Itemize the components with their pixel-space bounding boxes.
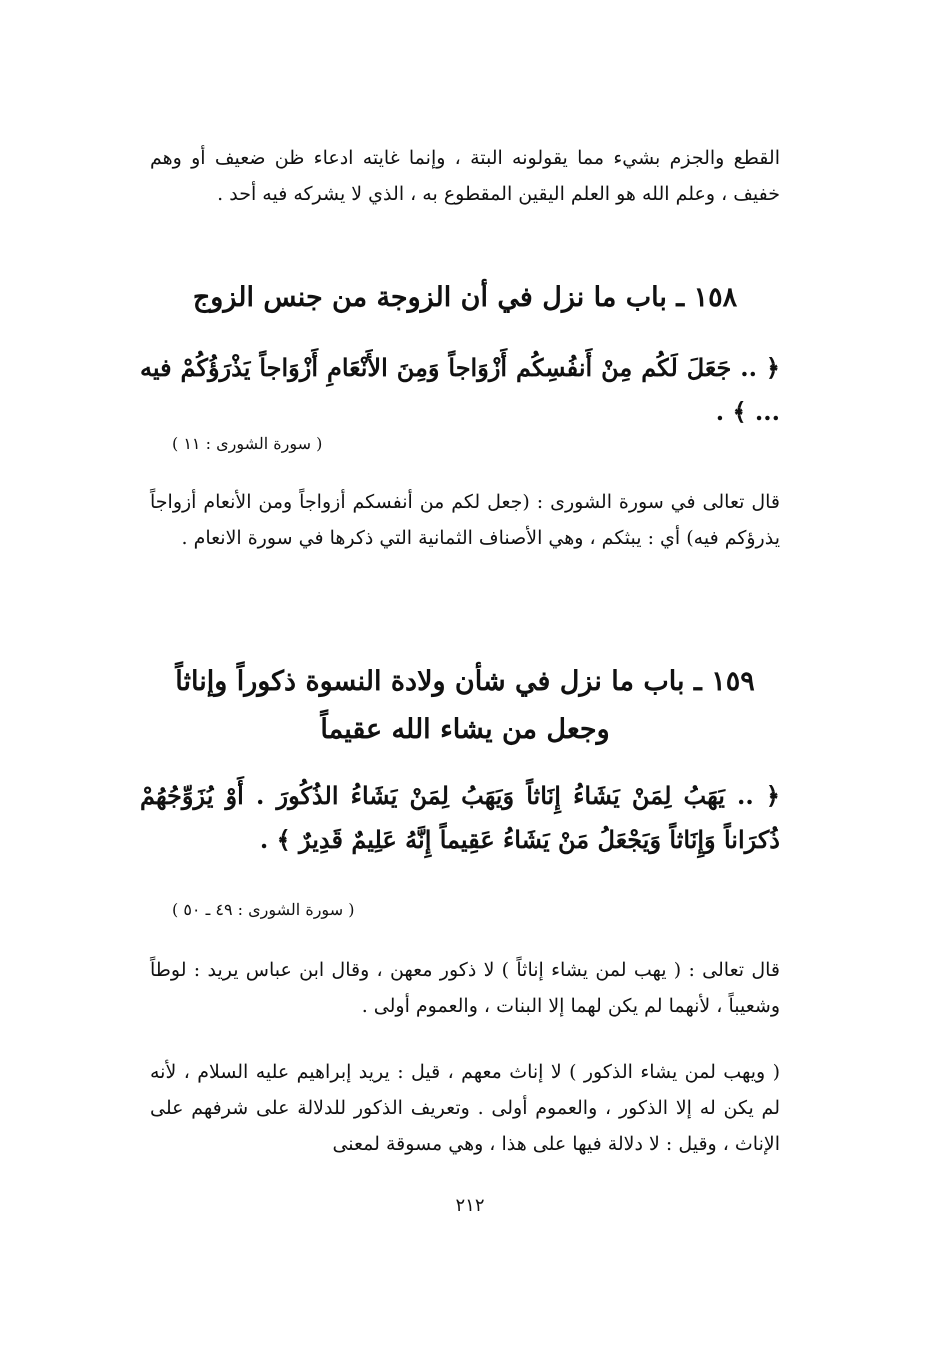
page-number: ٢١٢ <box>455 1195 485 1216</box>
section-159-heading: ١٥٩ ـ باب ما نزل في شأن ولادة النسوة ذكوراً وإناثاً وجعل من يشاء الله عقيماً <box>175 666 755 745</box>
section-158-verse: ﴿ .. جَعَلَ لَكُم مِنْ أَنفُسِكُم أَزْوَاجاً وَمِنَ الأَنْعَامِ أَزْوَاجاً يَذْرَؤُكُمْ فيه ... ﴾ . <box>140 353 780 426</box>
section-159-commentary-1: قال تعالى : ( يهب لمن يشاء إناثاً ) لا ذكور معهن ، وقال ابن عباس يريد : لوطاً وشعيباً ، لأنهما لم يكن لهما إلا البنات ، والعموم أولى . <box>150 959 780 1017</box>
intro-paragraph: القطع والجزم بشيء مما يقولونه البتة ، وإنما غايته ادعاء ظن ضعيف أو وهم خفيف ، وعلم الله هو العلم اليقين المقطوع به ، الذي لا يشركه فيه أحد . <box>150 147 780 205</box>
section-159-reference: ( سورة الشورى : ٤٩ ـ ٥٠ ) <box>172 900 355 919</box>
section-158-reference: ( سورة الشورى : ١١ ) <box>172 434 323 453</box>
section-158-heading: ١٥٨ ـ باب ما نزل في أن الزوجة من جنس الزوج <box>192 282 738 313</box>
section-159-verse: ﴿ .. يَهَبُ لِمَنْ يَشَاءُ إِنَاثاً وَيَهَبُ لِمَنْ يَشَاءُ الذُكُورَ . أَوْ يُزَوِّجُهُمْ ذُكرَاناً وَإِنَاثاً وَيَجْعَلُ مَنْ يَشَاءُ عَقِيماً إِنَّهُ عَلِيمٌ قَدِيرٌ ﴾ . <box>140 781 780 854</box>
section-159-commentary-2: ( ويهب لمن يشاء الذكور ) لا إناث معهم ، قيل : يريد إبراهيم عليه السلام ، لأنه لم يكن له إلا الذكور ، والعموم أولى . وتعريف الذكور للدلالة على شرفهم على الإناث ، وقيل : لا دلالة فيها على هذا ، وهي مسوقة لمعنى <box>150 1061 780 1155</box>
section-158-commentary: قال تعالى في سورة الشورى : (جعل لكم من أنفسكم أزواجاً ومن الأنعام أزواجاً يذرؤكم فيه) أي : يبثكم ، وهي الأصناف الثمانية التي ذكرها في سورة الانعام . <box>150 491 780 549</box>
